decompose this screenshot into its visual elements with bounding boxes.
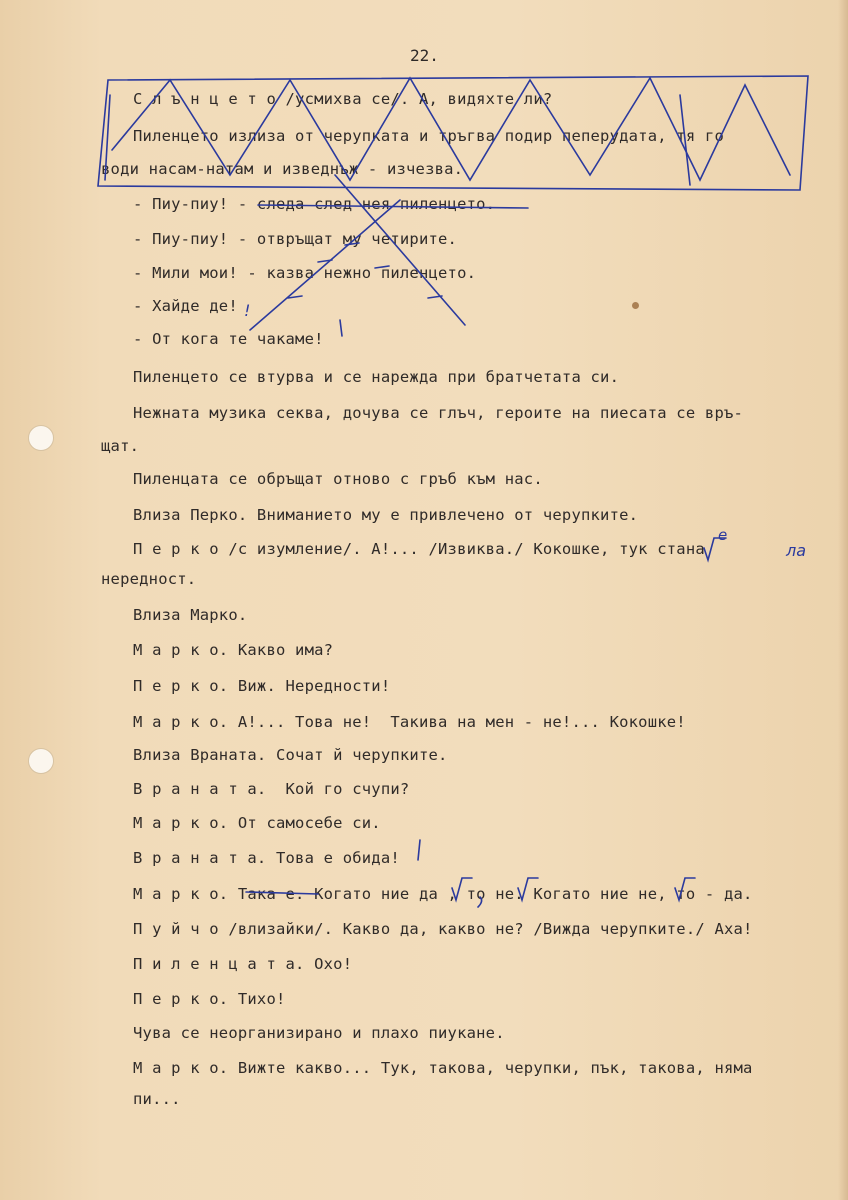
text-line: води насам-натам и изведнъж - изчезва. (101, 160, 464, 178)
page-number: 22. (410, 46, 439, 65)
text-line: - Пиу-пиу! - отвръщат му четирите. (133, 230, 458, 248)
text-line: М а р к о. Какво има? (133, 641, 334, 659)
text-line: П е р к о. Тихо! (133, 990, 286, 1008)
text-line: Пиленцето се втурва и се нарежда при братчетата си. (133, 368, 620, 386)
exclaim-stroke (340, 320, 342, 336)
text-line: В р а н а т а. Това е обида! (133, 849, 400, 867)
text-line: М а р к о. А!... Това не! Такива на мен - не!... Кокошке! (133, 713, 686, 731)
paper-edge-shadow (838, 0, 848, 1200)
text-line: Нежната музика секва, дочува се глъч, героите на пиесата се връ- (133, 404, 744, 422)
text-line: П и л е н ц а т а. Охо! (133, 955, 353, 973)
text-line: - Хайде де! (133, 297, 238, 315)
text-line: Влиза Перко. Вниманието му е привлечено от черупките. (133, 506, 639, 524)
text-line: - Пиу-пиу! - следа след нея пиленцето. (133, 195, 496, 213)
handwritten-exclaim: ! (244, 301, 251, 320)
ink-spot (632, 302, 639, 309)
handwritten-letter: е (718, 526, 728, 544)
text-line: пи... (133, 1090, 181, 1108)
text-line: П е р к о /с изумление/. А!... /Извиква./ Кокошке, тук стана (133, 540, 705, 558)
text-line: щат. (101, 437, 140, 455)
text-line: - Мили мои! - казва нежно пиленцето. (133, 264, 477, 282)
insert-mark (704, 538, 726, 560)
punch-hole (28, 748, 54, 774)
text-line: М а р к о. От самосебе си. (133, 814, 381, 832)
text-line: М а р к о. Така е. Когато ние да , то не. Когато ние не, то - да. (133, 885, 753, 903)
text-line: Чува се неорганизирано и плахо пиукане. (133, 1024, 505, 1042)
text-line: - От кога те чакаме! (133, 330, 324, 348)
text-line: В р а н а т а. Кой го счупи? (133, 780, 410, 798)
text-line: С л ъ н ц е т о /усмихва се/. А, видяхте ли? (133, 90, 553, 108)
handwritten-ending: ла (786, 541, 807, 560)
exclaim-stroke (418, 840, 420, 860)
text-line: Влиза Марко. (133, 606, 248, 624)
text-line: Пиленцето излиза от черупката и тръгва подир пеперудата, тя го (133, 127, 724, 145)
text-line: П е р к о. Виж. Нередности! (133, 677, 391, 695)
punch-hole (28, 425, 54, 451)
text-line: Пиленцата се обръщат отново с гръб към нас. (133, 470, 543, 488)
text-line: Влиза Враната. Сочат й черупките. (133, 746, 448, 764)
text-line: М а р к о. Вижте какво... Тук, такова, черупки, пък, такова, няма (133, 1059, 753, 1077)
text-line: нередност. (101, 570, 197, 588)
text-line: П у й ч о /влизайки/. Какво да, какво не? /Вижда черупките./ Аха! (133, 920, 753, 938)
